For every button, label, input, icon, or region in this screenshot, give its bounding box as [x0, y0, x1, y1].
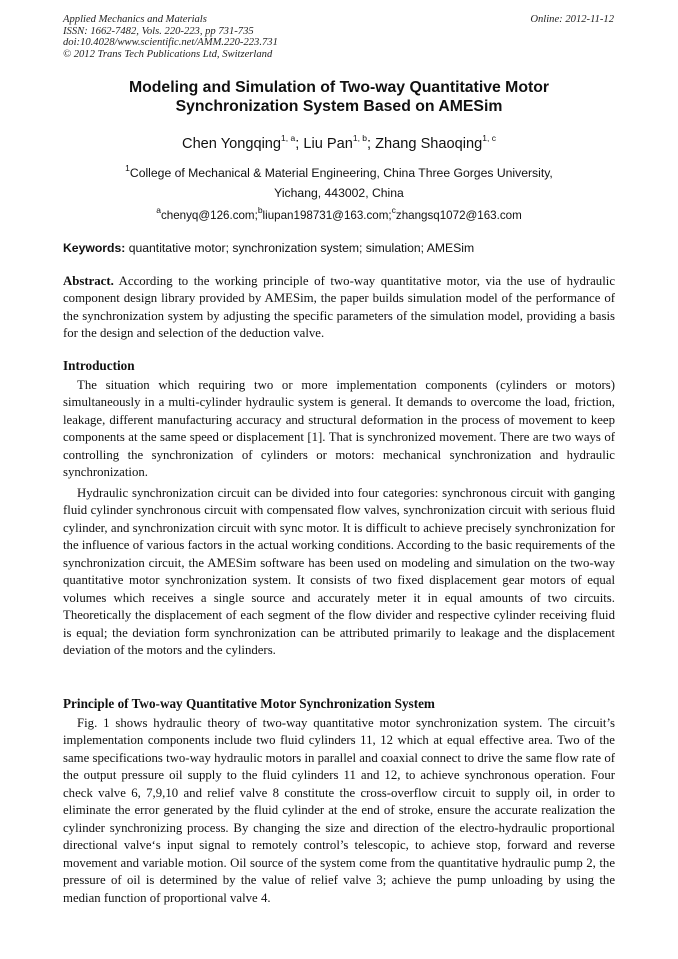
introduction-paragraph-2: Hydraulic synchronization circuit can be divided into four categories: synchronous circuit with ganging fluid cylinder synchronous circuit with compensated flow valves, synchronization circuit with serious fluid cylinder, and synchronization circuit with sync motor. It is difficult to achieve precisely synchronization for the influence of various factors in the actual working conditions. According to the basic requirements of the synchronization circuit, the AMESim software has been used on modeling and simulation on the two-way quantitative motor synchronization system. It consists of two fixed displacement gear motors of equal volumes which receives a single source and accurately meter it in equal amounts of two circuits. Theoretically the displacement of each segment of the flow divider and respective cylinder receiving fluid is equal; the deviation form synchronization can be attributed primarily to leakage and the displacement deviation of the motors and the cylinders. — [63, 486, 615, 658]
affiliation — [40, 159, 638, 203]
journal-header — [63, 14, 278, 60]
author-name: Chen Yongqing — [182, 135, 282, 152]
author-affiliation-mark: 1, a — [281, 133, 296, 143]
principle-heading: Principle of Two-way Quantitative Motor Synchronization System — [63, 696, 435, 711]
author-list — [40, 130, 638, 153]
author-separator: ; — [367, 135, 376, 152]
affiliation-mark: 1 — [125, 163, 130, 173]
abstract-paragraph — [63, 273, 615, 343]
keywords — [63, 240, 615, 256]
email-address[interactable]: chenyq@126.com; — [160, 208, 258, 222]
email-list — [40, 203, 638, 224]
email-mark: b — [257, 205, 263, 215]
issn-line: ISSN: 1662-7482, Vols. 220-223, pp 731-735 — [63, 25, 254, 37]
principle-paragraph-1: Fig. 1 shows hydraulic theory of two-way quantitative motor synchronization system. The circuit’s implementation components include two fluid cylinders 11, 12 which at equal effective area. Two of the same specifications two-way hydraulic motors in parallel and coaxial connect to drive the same flow rate of the output pressure oil supply to the fluid cylinders 11 and 12, to achieve synchronous operation. Four check valve 6, 7,9,10 and relief valve 8 constitute the cross-overflow circuit to supply oil, in order to eliminate the error generated by the fluid cylinder at the end of stroke, ensure the accurate realization the cylinder synchronizing process. By changing the size and direction of the electro-hydraulic proportional directional valve‘s input signal to remotely control’s telescopic, to achieve stop, forward and reverse movement and variable motion. Oil source of the system come from the quantitative hydraulic pump 2, the pressure of oil is determined by the value of relief valve 3; achieve the pump unloading by using the median function of proportional valve 4. — [63, 716, 615, 905]
author-name: Liu Pan — [303, 135, 353, 152]
affiliation-line-1: College of Mechanical & Material Engineering, China Three Gorges University, — [129, 166, 553, 181]
email-address[interactable]: zhangsq1072@163.com — [395, 208, 522, 222]
introduction-heading: Introduction — [63, 358, 135, 373]
abstract-text: According to the working principle of two-way quantitative motor, via the use of hydraulic component design library provided by AMESim, the paper builds simulation model of the performance of the synchronization system by adjusting the specific parameters of the simulation model, providing a basis for the design and selection of the deduction valve. — [63, 274, 615, 341]
author-affiliation-mark: 1, b — [352, 133, 368, 143]
keywords-label: Keywords: — [63, 241, 126, 255]
title-line-2: Synchronization System Based on AMESim — [175, 97, 503, 115]
email-mark: c — [391, 205, 396, 215]
author-separator: ; — [295, 135, 304, 152]
introduction-paragraph-1: The situation which requiring two or more implementation components (cylinders or motors) simultaneously in a multi-cylinder hydraulic system is general. It demands to overcome the load, friction, leakage, different manufacturing accuracy and structural deformation in the process of movement to keep components at the same speed or displacement [1]. That is synchronized movement. There are two ways of controlling the synchronization of cylinders or motors: mechanical synchronization and hydraulic synchronization. — [63, 378, 615, 480]
journal-name: Applied Mechanics and Materials — [63, 14, 207, 25]
paper-title — [40, 79, 638, 116]
keywords-text: quantitative motor; synchronization system; simulation; AMESim — [125, 241, 475, 255]
doi-line: doi:10.4028/www.scientific.net/AMM.220-223.731 — [63, 37, 278, 49]
copyright-line: © 2012 Trans Tech Publications Ltd, Switzerland — [63, 48, 273, 60]
abstract-label: Abstract. — [63, 274, 114, 288]
email-address[interactable]: liupan198731@163.com; — [262, 208, 392, 222]
title-line-1: Modeling and Simulation of Two-way Quantitative Motor — [128, 79, 550, 96]
email-mark: a — [156, 205, 161, 215]
author-name: Zhang Shaoqing — [375, 135, 483, 152]
online-date: Online: 2012-11-12 — [530, 14, 614, 25]
author-affiliation-mark: 1, c — [482, 133, 496, 143]
affiliation-line-2: Yichang, 443002, China — [274, 186, 404, 201]
